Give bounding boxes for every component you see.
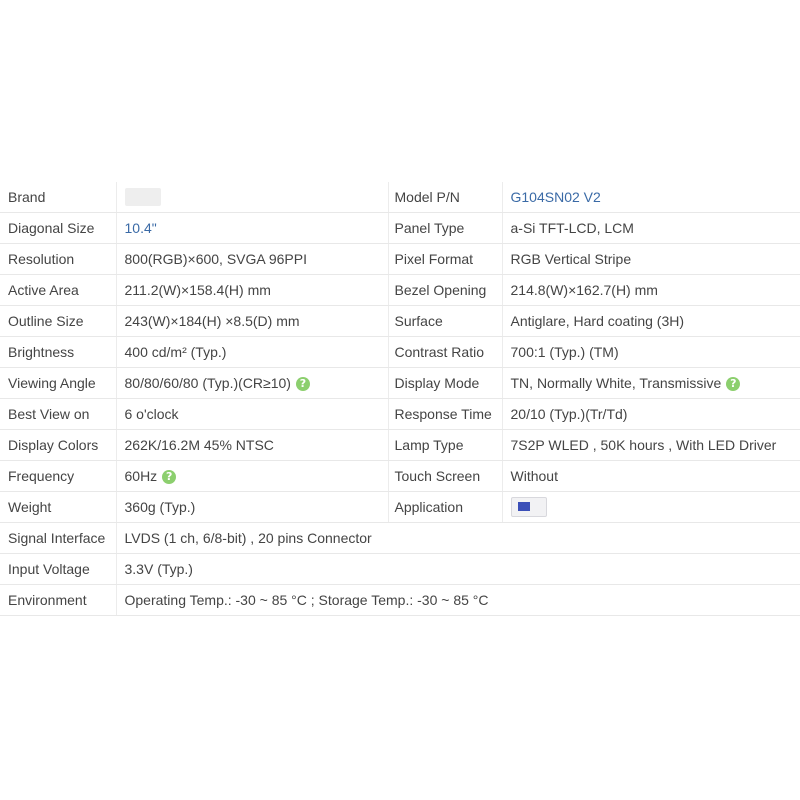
touch-screen-label: Touch Screen xyxy=(388,461,502,492)
brand-logo-image xyxy=(125,188,161,206)
bezel-opening-label: Bezel Opening xyxy=(388,275,502,306)
display-mode-label: Display Mode xyxy=(388,368,502,399)
table-row xyxy=(0,306,800,337)
specification-table xyxy=(0,182,800,616)
table-row xyxy=(0,461,800,492)
model-pn-link[interactable]: G104SN02 V2 xyxy=(502,182,800,213)
application-cell xyxy=(502,492,800,523)
diagonal-size-link[interactable]: 10.4" xyxy=(116,213,388,244)
brand-label: Brand xyxy=(0,182,116,213)
diagonal-size-label: Diagonal Size xyxy=(0,213,116,244)
viewing-angle-label: Viewing Angle xyxy=(0,368,116,399)
display-colors-label: Display Colors xyxy=(0,430,116,461)
table-row xyxy=(0,337,800,368)
contrast-ratio-label: Contrast Ratio xyxy=(388,337,502,368)
surface-value: Antiglare, Hard coating (3H) xyxy=(502,306,800,337)
help-icon[interactable]: ? xyxy=(296,377,310,391)
table-row xyxy=(0,492,800,523)
contrast-ratio-value: 700:1 (Typ.) (TM) xyxy=(502,337,800,368)
best-view-value: 6 o'clock xyxy=(116,399,388,430)
application-thumbnail-image[interactable] xyxy=(511,497,547,517)
touch-screen-value: Without xyxy=(502,461,800,492)
lamp-type-value: 7S2P WLED , 50K hours , With LED Driver xyxy=(502,430,800,461)
frequency-value: 60Hz xyxy=(124,467,158,484)
brightness-label: Brightness xyxy=(0,337,116,368)
weight-value: 360g (Typ.) xyxy=(116,492,388,523)
best-view-label: Best View on xyxy=(0,399,116,430)
table-row xyxy=(0,430,800,461)
surface-label: Surface xyxy=(388,306,502,337)
bezel-opening-value: 214.8(W)×162.7(H) mm xyxy=(502,275,800,306)
outline-size-value: 243(W)×184(H) ×8.5(D) mm xyxy=(116,306,388,337)
brand-value xyxy=(116,182,388,213)
table-row xyxy=(0,368,800,399)
pixel-format-value: RGB Vertical Stripe xyxy=(502,244,800,275)
frequency-label: Frequency xyxy=(0,461,116,492)
application-label: Application xyxy=(388,492,502,523)
viewing-angle-cell xyxy=(116,368,388,399)
brightness-value: 400 cd/m² (Typ.) xyxy=(116,337,388,368)
input-voltage-value: 3.3V (Typ.) xyxy=(116,554,800,585)
environment-value: Operating Temp.: -30 ~ 85 °C ; Storage Temp.: -30 ~ 85 °C xyxy=(116,585,800,616)
active-area-label: Active Area xyxy=(0,275,116,306)
response-time-label: Response Time xyxy=(388,399,502,430)
table-row xyxy=(0,585,800,616)
model-pn-label: Model P/N xyxy=(388,182,502,213)
active-area-value: 211.2(W)×158.4(H) mm xyxy=(116,275,388,306)
resolution-label: Resolution xyxy=(0,244,116,275)
response-time-value: 20/10 (Typ.)(Tr/Td) xyxy=(502,399,800,430)
signal-interface-label: Signal Interface xyxy=(0,523,116,554)
pixel-format-label: Pixel Format xyxy=(388,244,502,275)
help-icon[interactable]: ? xyxy=(726,377,740,391)
weight-label: Weight xyxy=(0,492,116,523)
input-voltage-label: Input Voltage xyxy=(0,554,116,585)
resolution-value: 800(RGB)×600, SVGA 96PPI xyxy=(116,244,388,275)
panel-type-value: a-Si TFT-LCD, LCM xyxy=(502,213,800,244)
table-row xyxy=(0,244,800,275)
table-row xyxy=(0,523,800,554)
environment-label: Environment xyxy=(0,585,116,616)
table-row xyxy=(0,554,800,585)
display-colors-value: 262K/16.2M 45% NTSC xyxy=(116,430,388,461)
table-row xyxy=(0,182,800,213)
help-icon[interactable]: ? xyxy=(162,470,176,484)
lamp-type-label: Lamp Type xyxy=(388,430,502,461)
viewing-angle-value: 80/80/60/80 (Typ.)(CR≥10) xyxy=(124,374,291,391)
signal-interface-value: LVDS (1 ch, 6/8-bit) , 20 pins Connector xyxy=(116,523,800,554)
frequency-cell xyxy=(116,461,388,492)
display-mode-cell xyxy=(502,368,800,399)
panel-type-label: Panel Type xyxy=(388,213,502,244)
table-row xyxy=(0,275,800,306)
table-row xyxy=(0,399,800,430)
table-row xyxy=(0,213,800,244)
outline-size-label: Outline Size xyxy=(0,306,116,337)
display-mode-value: TN, Normally White, Transmissive xyxy=(510,374,722,391)
